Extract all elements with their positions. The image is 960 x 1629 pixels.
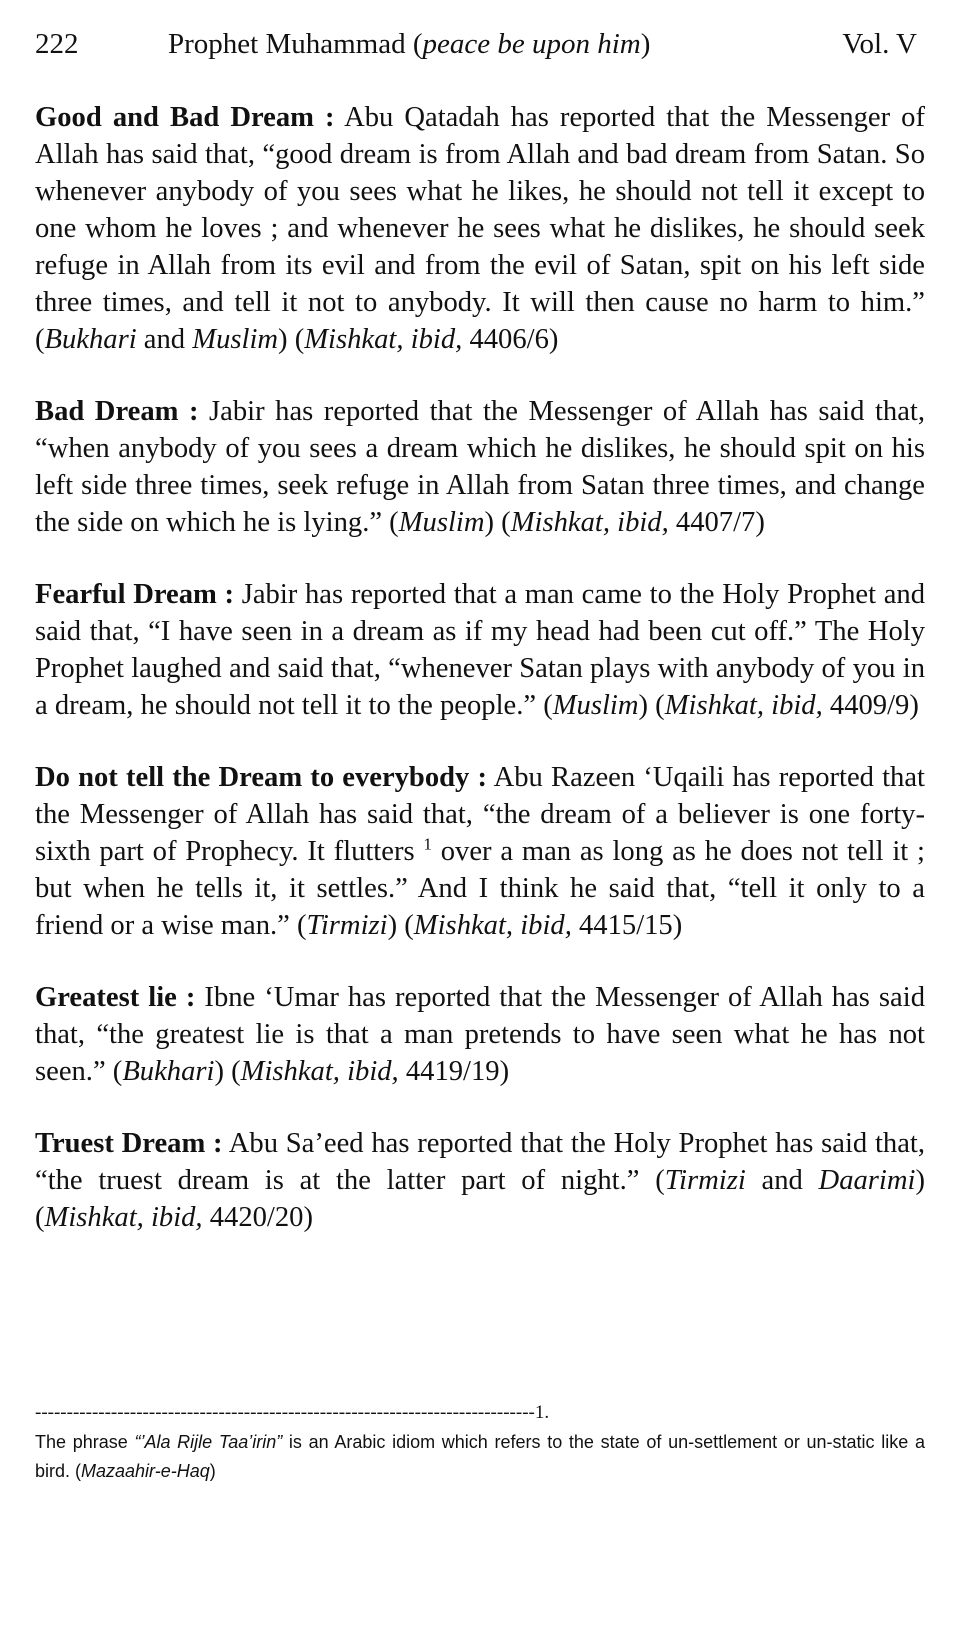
page-header <box>35 24 925 64</box>
paragraph-bad-dream: Bad Dream : Jabir has reported that the Messenger of Allah has said that, “when anybody of you sees a dream which he dislikes, he should spit on his left side three times, seek refuge in Allah from Satan three times, and change the side on which he is lying.” (Muslim) (Mishkat, ibid, 4407/7) <box>35 396 925 538</box>
paragraph-fearful-dream: Fearful Dream : Jabir has reported that a man came to the Holy Prophet and said that, “I have seen in a dream as if my head had been cut off.” The Holy Prophet laughed and said that, “whenever Satan plays with anybody of you in a dream, he should not tell it to the people.” (Muslim) (Mishkat, ibid, 4409/9) <box>35 579 925 721</box>
page-number: 222 <box>35 28 79 60</box>
paragraph-heading: Fearful Dream : <box>35 579 235 610</box>
paragraph-heading: Greatest lie : <box>35 982 196 1013</box>
volume-label: Vol. V <box>842 28 917 60</box>
paragraph-good-and-bad-dream: Good and Bad Dream : Abu Qatadah has reported that the Messenger of Allah has said that, “good dream is from Allah and bad dream from Satan. So whenever anybody of you sees what he likes, he should not tell it except to one whom he loves ; and whenever he sees what he dislikes, he should seek refuge in Allah from its evil and from the evil of Satan, spit on his left side three times, and tell it not to anybody. It will then cause no harm to him.” (Bukhari and Muslim) (Mishkat, ibid, 4406/6) <box>35 102 925 355</box>
page-body <box>35 99 925 1271</box>
paragraph-truest-dream: Truest Dream : Abu Sa’eed has reported that the Holy Prophet has said that, “the truest dream is at the latter part of night.” (Tirmizi and Daarimi) (Mishkat, ibid, 4420/20) <box>35 1128 925 1233</box>
paragraph-do-not-tell: Do not tell the Dream to everybody : Abu Razeen ‘Uqaili has reported that the Messenger of Allah has said that, “the dream of a believer is one forty-sixth part of Prophecy. It flutters $^1$ over a man as long as he does not tell it ; but when he tells it, it settles.” And I think he said that, “tell it only to a friend or a wise man.” (Tirmizi) (Mishkat, ibid, 4415/15) <box>35 762 925 941</box>
footnote-marker: 1 <box>423 834 432 854</box>
paragraph-heading: Do not tell the Dream to everybody : <box>35 762 488 793</box>
paragraph-heading: Good and Bad Dream : <box>35 102 335 133</box>
paragraph-greatest-lie: Greatest lie : Ibne ‘Umar has reported that the Messenger of Allah has said that, “the greatest lie is that a man pretends to have seen what he has not seen.” (Bukhari) (Mishkat, ibid, 4419/19) <box>35 982 925 1087</box>
footnote-separator: -------------------------------------------------------------------------------1. <box>35 1402 550 1423</box>
paragraph-heading: Bad Dream : <box>35 396 199 427</box>
running-title: Prophet Muhammad (peace be upon him) <box>168 28 651 60</box>
footnote: The phrase “’Ala Rijle Taa’irin” is an Arabic idiom which refers to the state of un-settlement or un-static like a bird. (Mazaahir-e-Haq) <box>35 1432 925 1481</box>
paragraph-heading: Truest Dream : <box>35 1128 223 1159</box>
